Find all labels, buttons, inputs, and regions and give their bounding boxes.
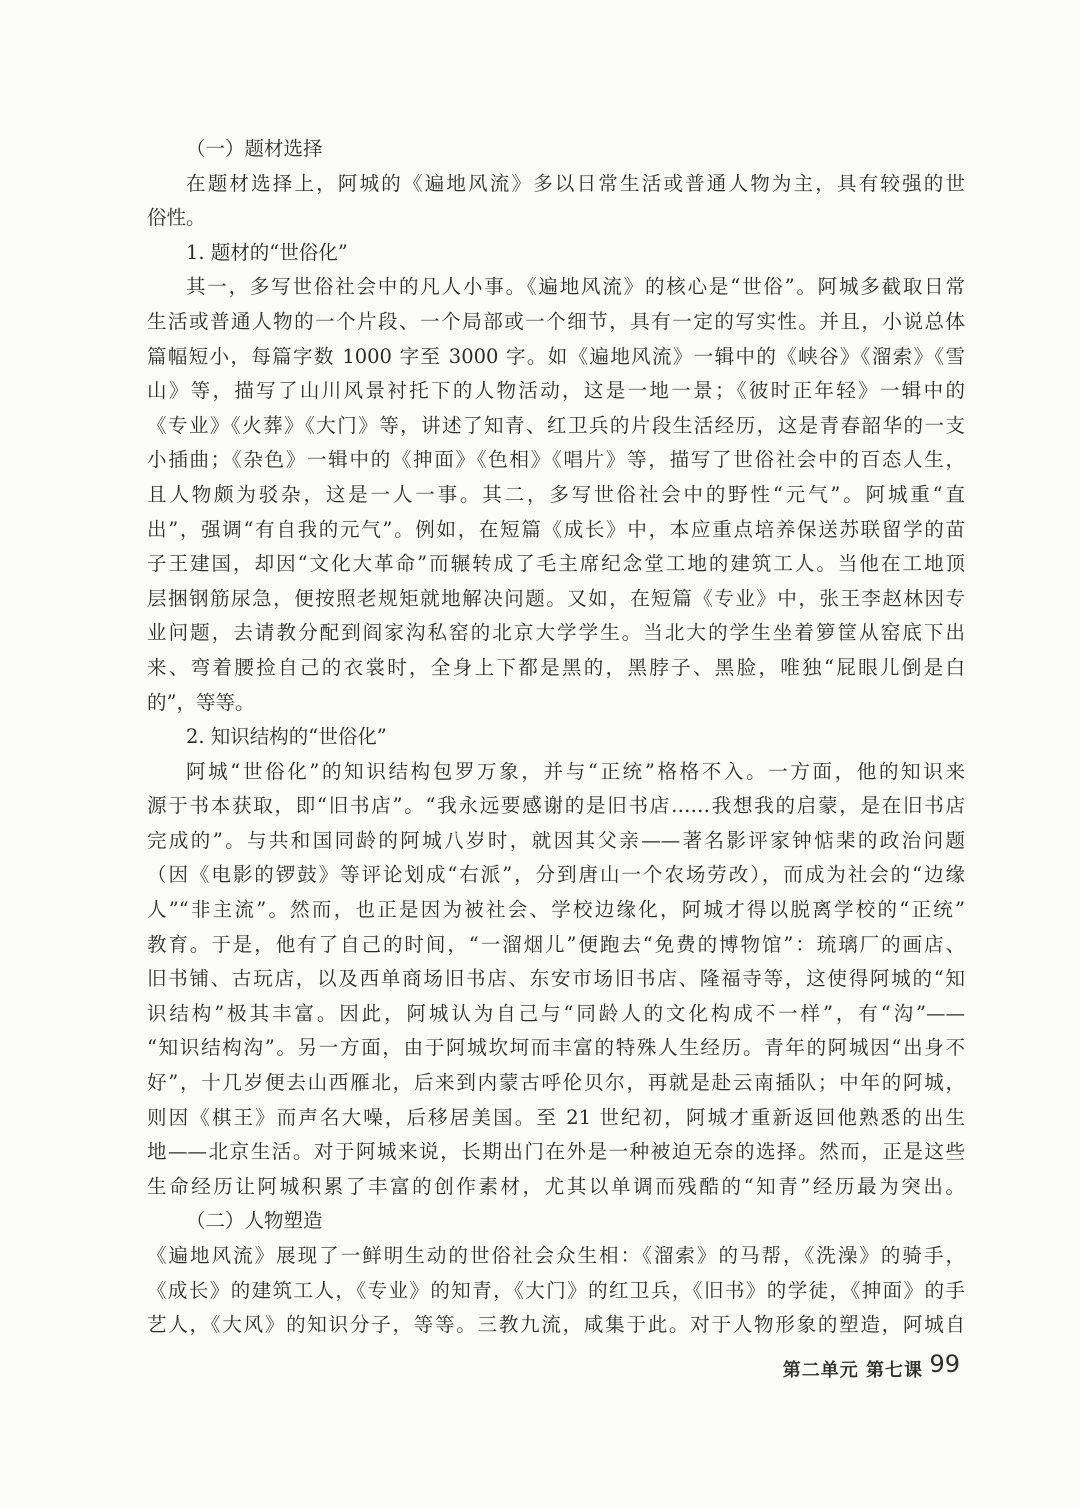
paragraph-line: 子王建国，却因“文化大革命”而辗转成了毛主席纪念堂工地的建筑工人。当他在工地顶 [147, 552, 965, 576]
paragraph-line: 地——北京生活。对于阿城来说，长期出门在外是一种被迫无奈的选择。然而，正是这些 [147, 1140, 965, 1164]
paragraph-line: 层捆钢筋尿急，便按照老规矩就地解决问题。又如，在短篇《专业》中，张王李赵林因专 [147, 586, 965, 610]
page-number: 99 [929, 1350, 960, 1378]
paragraph-line: 来、弯着腰捡自己的衣裳时，全身上下都是黑的，黑脖子、黑脸，唯独“屁眼儿倒是白 [147, 655, 965, 679]
paragraph-line: 教育。于是，他有了自己的时间，“一溜烟儿”便跑去“免费的博物馆”：琉璃厂的画店、 [147, 932, 965, 956]
paragraph-line: 则因《棋王》而声名大噪，后移居美国。至 21 世纪初，阿城才重新返回他熟悉的出生 [147, 1105, 965, 1129]
unit-lesson-label: 第二单元 第七课 [782, 1360, 923, 1381]
paragraph-line: 好”，十几岁便去山西雁北，后来到内蒙古呼伦贝尔，再就是赴云南插队；中年的阿城， [147, 1071, 965, 1095]
page-footer [0, 1350, 1080, 1390]
paragraph-line: 《遍地风流》展现了一鲜明生动的世俗社会众生相：《溜索》的马帮，《洗澡》的骑手， [147, 1244, 965, 1267]
paragraph-line: 在题材选择上，阿城的《遍地风流》多以日常生活或普通人物为主，具有较强的世 [186, 171, 965, 195]
section-heading: （一）题材选择 [186, 137, 323, 160]
paragraph-line: “知识结构沟”。另一方面，由于阿城坎坷而丰富的特殊人生经历。青年的阿城因“出身不 [147, 1036, 965, 1060]
paragraph-line: 识结构”极其丰富。因此，阿城认为自己与“同龄人的文化构成不一样”，有“沟”—— [147, 1001, 965, 1025]
paragraph-line: 完成的”。与共和国同龄的阿城八岁时，就因其父亲——著名影评家钟惦棐的政治问题 [147, 828, 965, 852]
paragraph-line: 源于书本获取，即“旧书店”。“我永远要感谢的是旧书店……我想我的启蒙，是在旧书店 [147, 794, 965, 818]
paragraph-line: 《成长》的建筑工人，《专业》的知青，《大门》的红卫兵，《旧书》的学徒，《抻面》的手 [147, 1278, 965, 1302]
paragraph-line: 业问题，去请教分配到阎家沟私窑的北京大学学生。当北大的学生坐着箩筐从窑底下出 [147, 621, 965, 645]
paragraph-line: 艺人，《大风》的知识分子，等等。三教九流，咸集于此。对于人物形象的塑造，阿城自 [147, 1313, 965, 1337]
paragraph-line: 其一，多写世俗社会中的凡人小事。《遍地风流》的核心是“世俗”。阿城多截取日常 [186, 275, 965, 299]
paragraph-line: （因《电影的锣鼓》等评论划成“右派”，分到唐山一个农场劳改），而成为社会的“边缘 [147, 863, 965, 887]
paragraph-line: 《专业》《火葬》《大门》等，讲述了知青、红卫兵的片段生活经历，这是青春韶华的一支 [147, 413, 965, 437]
section-heading: 1. 题材的“世俗化” [186, 240, 348, 264]
paragraph-line: 小插曲；《杂色》一辑中的《抻面》《色相》《唱片》等，描写了世俗社会中的百态人生， [147, 448, 965, 472]
paragraph-line: 篇幅短小，每篇字数 1000 字至 3000 字。如《遍地风流》一辑中的《峡谷》《溜索》《雪 [147, 344, 965, 368]
section-heading: 2. 知识结构的“世俗化” [186, 725, 387, 749]
paragraph-line: 生命经历让阿城积累了丰富的创作素材，尤其以单调而残酷的“知青”经历最为突出。 [147, 1174, 965, 1198]
paragraph-line: 阿城“世俗化”的知识结构包罗万象，并与“正统”格格不入。一方面，他的知识来 [186, 759, 965, 783]
paragraph-line: 俗性。 [147, 206, 206, 230]
paragraph-line: 旧书铺、古玩店，以及西单商场旧书店、东安市场旧书店、隆福寺等，这使得阿城的“知 [147, 967, 965, 991]
section-heading: （二）人物塑造 [186, 1209, 323, 1233]
paragraph-line: 且人物颇为驳杂，这是一人一事。其二，多写世俗社会中的野性“元气”。阿城重“直 [147, 482, 965, 506]
paragraph-line: 生活或普通人物的一个片段、一个局部或一个细节，具有一定的写实性。并且，小说总体 [147, 309, 965, 333]
paragraph-line: 山》等，描写了山川风景衬托下的人物活动，这是一地一景；《彼时正年轻》一辑中的 [147, 379, 965, 403]
paragraph-line: 出”，强调“有自我的元气”。例如，在短篇《成长》中，本应重点培养保送苏联留学的苗 [147, 517, 965, 541]
paragraph-line: 人”“非主流”。然而，也正是因为被社会、学校边缘化，阿城才得以脱离学校的“正统” [147, 898, 965, 922]
paragraph-line: 的”，等等。 [147, 690, 255, 714]
body-text [147, 132, 965, 1343]
